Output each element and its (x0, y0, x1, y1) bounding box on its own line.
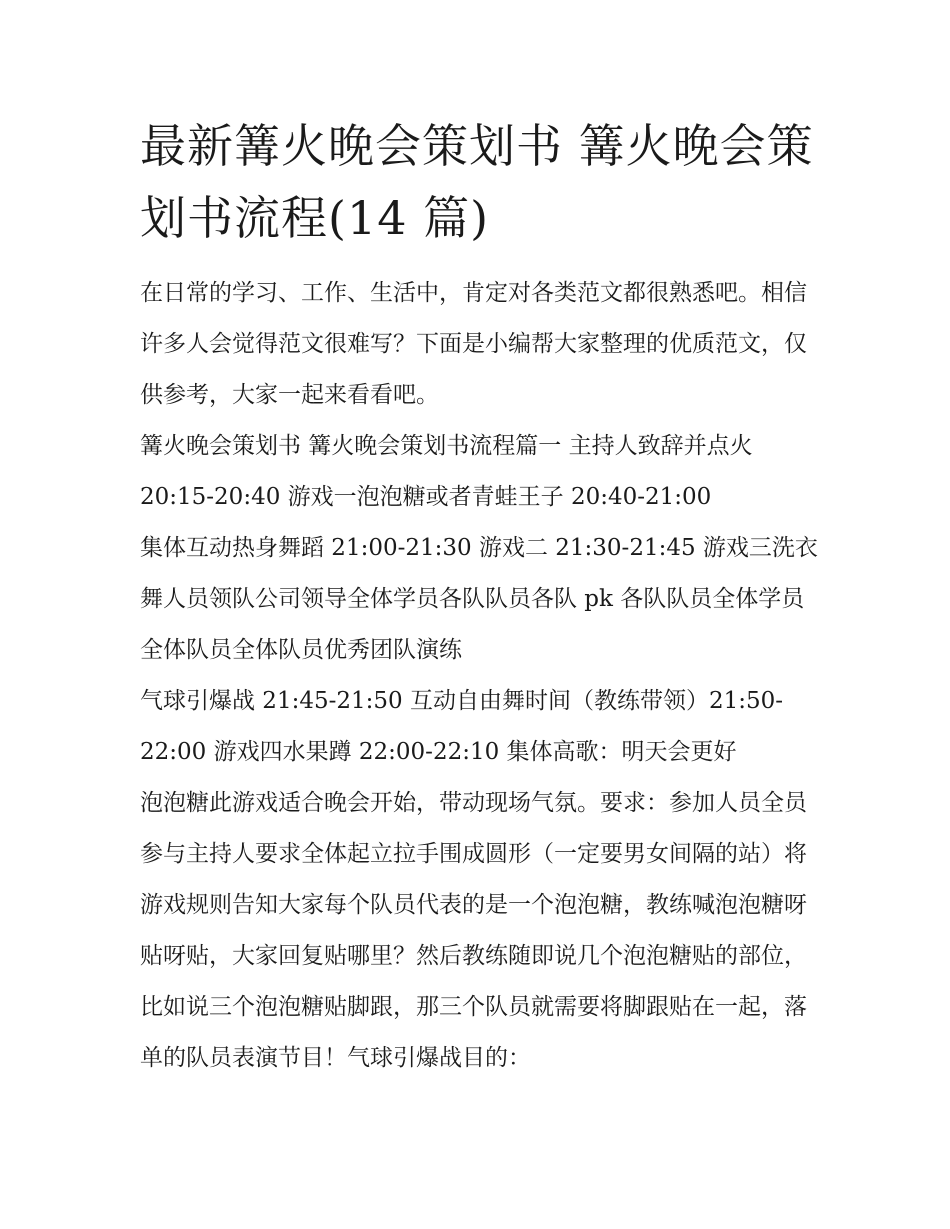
intro-paragraph: 在日常的学习、工作、生活中，肯定对各类范文都很熟悉吧。相信许多人会觉得范文很难写？下面是小编帮大家整理的优质范文，仅供参考，大家一起来看看吧。 (140, 280, 807, 408)
document-page (140, 110, 820, 1084)
document-title: 最新篝火晚会策划书 篝火晚会策划书流程(14 篇) (140, 119, 814, 245)
schedule-paragraph-2: 集体互动热身舞蹈 21:00-21:30 游戏二 21:30-21:45 游戏三洗衣舞人员领队公司领导全体学员各队队员各队 pk 各队队员全体学员全体队员全体队员优秀团队演练 (140, 535, 818, 663)
game-description-paragraph: 泡泡糖此游戏适合晚会开始，带动现场气氛。要求：参加人员全员参与主持人要求全体起立拉手围成圆形（一定要男女间隔的站）将游戏规则告知大家每个队员代表的是一个泡泡糖，教练喊泡泡糖呀贴呀贴，大家回复贴哪里？然后教练随即说几个泡泡糖贴的部位，比如说三个泡泡糖贴脚跟，那三个队员就需要将脚跟贴在一起，落单的队员表演节目！气球引爆战目的： (140, 790, 807, 1071)
schedule-paragraph-1: 篝火晚会策划书 篝火晚会策划书流程篇一 主持人致辞并点火 20:15-20:40 游戏一泡泡糖或者青蛙王子 20:40-21:00 (140, 433, 753, 510)
document-body (140, 268, 820, 1084)
schedule-paragraph-3: 气球引爆战 21:45-21:50 互动自由舞时间（教练带领）21:50-22:00 游戏四水果蹲 22:00-22:10 集体高歌：明天会更好 (140, 688, 784, 765)
